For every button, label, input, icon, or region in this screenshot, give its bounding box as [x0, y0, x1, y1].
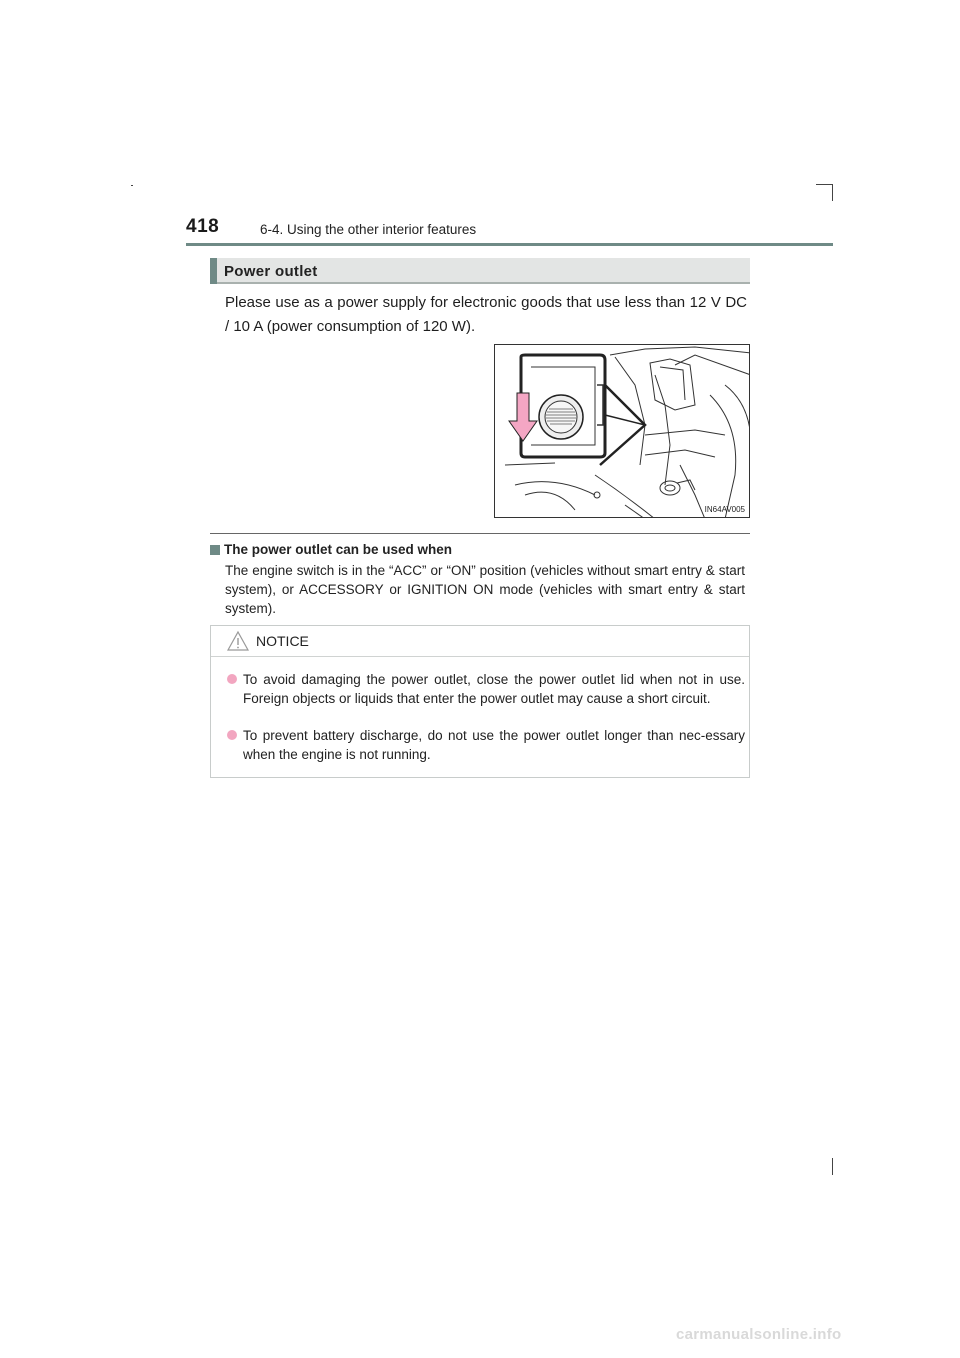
figure-code: IN64AV005: [704, 505, 745, 514]
warning-triangle-icon: [227, 630, 249, 652]
crop-mark-bottom-right: [832, 1158, 833, 1175]
square-bullet-icon: [210, 545, 220, 555]
note-heading-text: The power outlet can be used when: [224, 542, 453, 557]
section-title: Power outlet: [224, 263, 318, 280]
crop-mark-top-right-h: [816, 184, 833, 185]
section-divider: [210, 533, 750, 534]
notice-item-text: To prevent battery discharge, do not use the power outlet longer than nec-essary when the engine is not running.: [243, 728, 745, 762]
crop-mark-top-right-v: [832, 184, 833, 201]
power-outlet-illustration: [494, 344, 750, 518]
section-title-accent: [210, 258, 217, 284]
power-outlet-drawing: [495, 345, 750, 518]
notice-item-text: To avoid damaging the power outlet, close the power outlet lid when not in use. Foreign objects or liquids that enter the power outlet may cause a short circuit.: [243, 672, 745, 706]
footer-watermark: carmanualsonline.info: [676, 1326, 842, 1343]
page-number: 418: [186, 216, 220, 237]
notice-item: [227, 670, 745, 708]
notice-box: [210, 625, 750, 778]
intro-paragraph: Please use as a power supply for electronic goods that use less than 12 V DC / 10 A (power consumption of 120 W).: [225, 294, 747, 335]
notice-title: NOTICE: [256, 633, 309, 649]
notice-header-rule: [211, 656, 749, 657]
crop-mark-top-left: [131, 185, 133, 186]
note-paragraph: The engine switch is in the “ACC” or “ON” position (vehicles without smart entry & start system), or ACCESSORY or IGNITION ON mode (vehicles with smart entry & start system).: [225, 563, 745, 616]
header-rule: [186, 243, 833, 246]
notice-item: [227, 726, 745, 764]
note-heading: [210, 542, 452, 557]
chapter-title: 6-4. Using the other interior features: [260, 222, 477, 237]
circle-bullet-icon: [227, 674, 237, 684]
circle-bullet-icon: [227, 730, 237, 740]
